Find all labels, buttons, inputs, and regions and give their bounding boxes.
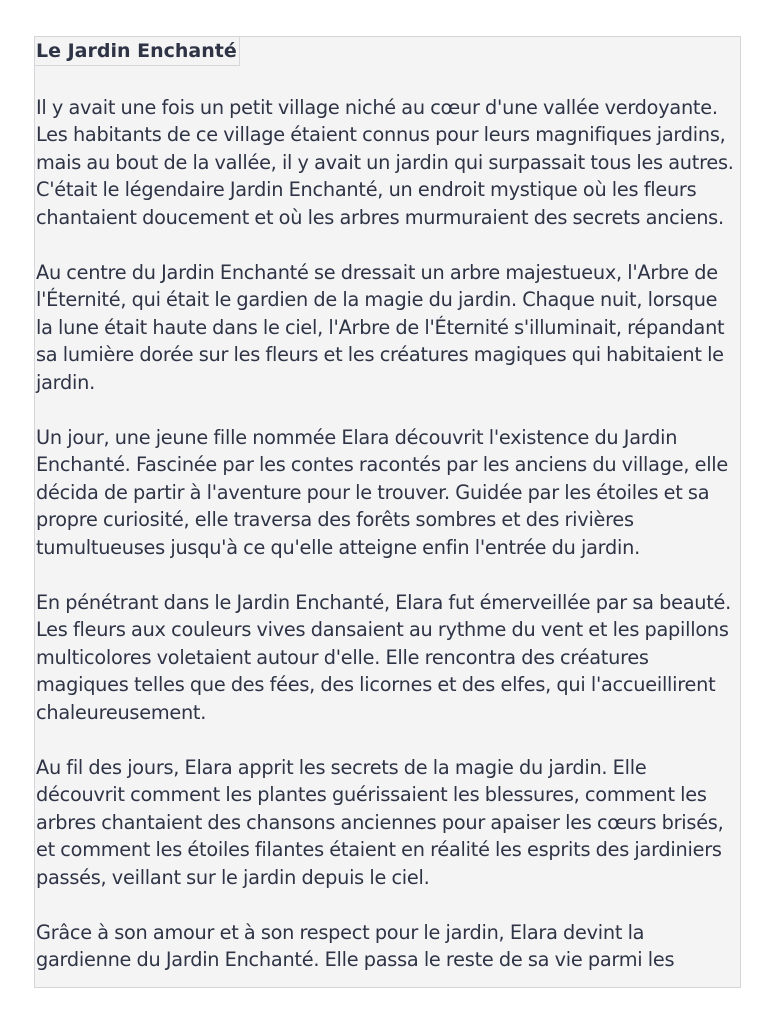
paragraph: Il y avait une fois un petit village niché au cœur d'une vallée verdoyante. Les habitants de ce village étaient connus pour leurs magnifiques jardins, mais au bout de la vallée, il y avait un jardin qui surpassait tous les autres. C'était le légendaire Jardin Enchanté, un endroit mystique où les fleurs chantaient doucement et où les arbres murmuraient des secrets anciens. [36,95,734,229]
paragraph: Un jour, une jeune fille nommée Elara découvrit l'existence du Jardin Enchanté. Fascinée par les contes racontés par les anciens du village, elle décida de partir à l'aventure pour le trouver. Guidée par les étoiles et sa propre curiosité, elle traversa des forêts sombres et des rivières tumultueuses jusqu'à ce qu'elle atteigne enfin l'entrée du jardin. [36,425,729,559]
paragraph: Au fil des jours, Elara apprit les secrets de la magie du jardin. Elle découvrit comment les plantes guérissaient les blessures, comment les arbres chantaient des chansons anciennes pour apaiser les cœurs brisés, et comment les étoiles filantes étaient en réalité les esprits des jardiniers passés, veillant sur le jardin depuis le ciel. [36,755,724,889]
paragraph: En pénétrant dans le Jardin Enchanté, Elara fut émerveillée par sa beauté. Les fleurs aux couleurs vives dansaient au rythme du vent et les papillons multicolores voletaient autour d'elle. Elle rencontra des créatures magiques telles que des fées, des licornes et des elfes, qui l'accueillirent chaleureusement. [36,590,732,724]
document-panel [34,36,741,988]
paragraph: Au centre du Jardin Enchanté se dressait un arbre majestueux, l'Arbre de l'Éternité, qui était le gardien de la magie du jardin. Chaque nuit, lorsque la lune était haute dans le ciel, l'Arbre de l'Éternité s'illuminait, répandant sa lumière dorée sur les fleurs et les créatures magiques qui habitaient le jardin. [36,260,725,394]
paragraph: Grâce à son amour et à son respect pour le jardin, Elara devint la gardienne du Jardin Enchanté. Elle passa le reste de sa vie parmi les [36,920,675,971]
document-title: Le Jardin Enchanté [35,37,240,66]
